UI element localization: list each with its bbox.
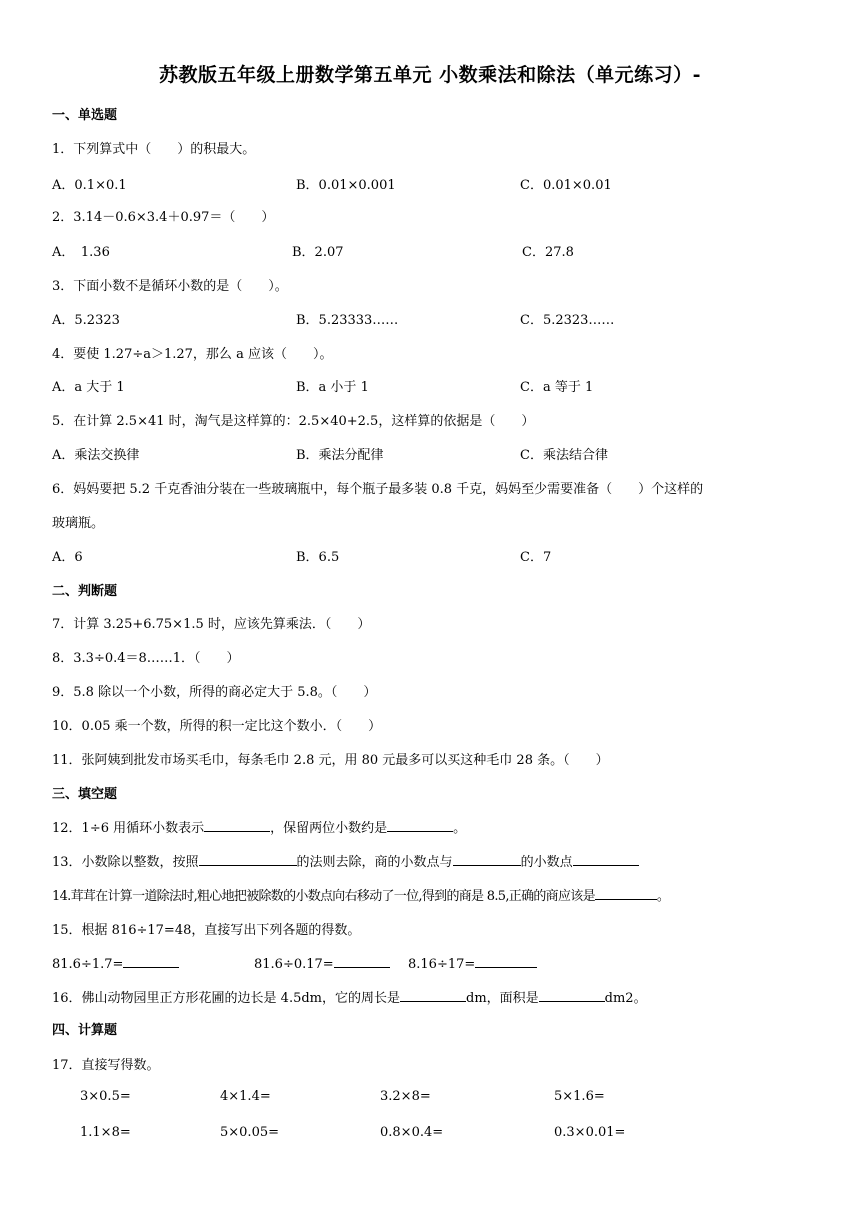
q5-option-c: C．乘法结合律 (520, 448, 608, 463)
q1-option-b: B．0.01×0.001 (296, 178, 396, 193)
q14-text-2: 。 (656, 889, 670, 904)
question-5: 5．在计算 2.5×41 时，淘气是这样算的：2.5×40+2.5，这样算的依据是（ ） (52, 414, 535, 429)
section-heading-calculation: 四、计算题 (52, 1023, 118, 1038)
q13-text-3: 的小数点 (520, 855, 573, 870)
q15-blank-1[interactable] (123, 953, 179, 968)
section-heading-fill-blank: 三、填空题 (52, 787, 118, 802)
q15-blank-2[interactable] (334, 953, 390, 968)
page-title: 苏教版五年级上册数学第五单元 小数乘法和除法（单元练习）- (158, 64, 701, 86)
q13-text-2: 的法则去除，商的小数点与 (296, 855, 453, 870)
question-8: 8．3.3÷0.4＝8……1．（ ） (52, 651, 240, 666)
q6-option-b: B．6.5 (296, 550, 340, 565)
question-6-line-2: 玻璃瓶。 (52, 516, 105, 531)
q16-blank-1[interactable] (400, 987, 466, 1002)
q17-expr-2: 4×1.4= (220, 1089, 271, 1104)
question-17: 17．直接写得数。 (52, 1058, 160, 1073)
section-heading-single-choice: 一、单选题 (52, 108, 118, 123)
q17-expr-6: 5×0.05= (220, 1125, 280, 1140)
question-3: 3．下面小数不是循环小数的是（ ）。 (52, 279, 288, 294)
q12-blank-1[interactable] (204, 817, 270, 832)
question-7: 7．计算 3.25+6.75×1.5 时，应该先算乘法．（ ） (52, 617, 371, 632)
question-4: 4．要使 1.27÷a＞1.27，那么 a 应该（ ）。 (52, 347, 333, 362)
q2-option-c: C．27.8 (522, 245, 574, 260)
q12-blank-2[interactable] (387, 817, 453, 832)
q2-option-a: A． 1.36 (52, 245, 110, 260)
q5-option-b: B．乘法分配律 (296, 448, 384, 463)
q12-text-3: 。 (453, 821, 467, 836)
q17-expr-3: 3.2×8= (380, 1089, 431, 1104)
question-13 (52, 851, 639, 870)
question-16 (52, 987, 647, 1006)
q13-blank-3[interactable] (573, 851, 639, 866)
q17-expr-4: 5×1.6= (554, 1089, 605, 1104)
question-12 (52, 817, 466, 836)
question-2: 2．3.14－0.6×3.4＋0.97＝（ ） (52, 210, 275, 225)
q16-text-3: dm2。 (604, 991, 647, 1006)
q15-expression-3-text: 8.16÷17= (408, 957, 476, 972)
q15-expression-2 (254, 953, 390, 972)
q17-expr-1: 3×0.5= (80, 1089, 131, 1104)
question-11: 11．张阿姨到批发市场买毛巾，每条毛巾 2.8 元，用 80 元最多可以买这种毛巾 28 条。（ ） (52, 753, 609, 768)
q13-blank-2[interactable] (453, 851, 521, 866)
q16-blank-2[interactable] (539, 987, 605, 1002)
question-6-line-1: 6．妈妈要把 5.2 千克香油分装在一些玻璃瓶中，每个瓶子最多装 0.8 千克，妈妈至少需要准备（ ）个这样的 (52, 482, 704, 497)
q1-option-c: C．0.01×0.01 (520, 178, 612, 193)
q3-option-c: C．5.2323…… (520, 313, 615, 328)
q15-expression-3 (408, 953, 537, 972)
q3-option-b: B．5.23333…… (296, 313, 399, 328)
q6-option-c: C．7 (520, 550, 552, 565)
q6-option-a: A．6 (52, 550, 83, 565)
q5-option-a: A．乘法交换律 (52, 448, 140, 463)
q4-option-c: C．a 等于 1 (520, 380, 594, 395)
section-heading-true-false: 二、判断题 (52, 584, 118, 599)
q12-text-1: 12．1÷6 用循环小数表示 (52, 821, 205, 836)
q14-text-1: 14.茸茸在计算一道除法时,粗心地把被除数的小数点向右移动了一位,得到的商是 8.5,正确的商应该是 (52, 889, 595, 904)
q13-text-1: 13．小数除以整数，按照 (52, 855, 199, 870)
q2-option-b: B．2.07 (292, 245, 344, 260)
question-1: 1．下列算式中（ ）的积最大。 (52, 142, 256, 157)
q17-expr-8: 0.3×0.01= (554, 1125, 626, 1140)
q14-blank-1[interactable] (595, 885, 657, 900)
q17-expr-7: 0.8×0.4= (380, 1125, 444, 1140)
q17-expr-5: 1.1×8= (80, 1125, 131, 1140)
q13-blank-1[interactable] (199, 851, 297, 866)
q15-expression-2-text: 81.6÷0.17= (254, 957, 334, 972)
question-14 (52, 885, 669, 904)
q16-text-2: dm，面积是 (466, 991, 539, 1006)
q15-expression-1-text: 81.6÷1.7= (52, 957, 124, 972)
q1-option-a: A．0.1×0.1 (52, 178, 127, 193)
q15-expression-1 (52, 953, 179, 972)
q15-blank-3[interactable] (475, 953, 537, 968)
q3-option-a: A．5.2323 (52, 313, 120, 328)
question-10: 10．0.05 乘一个数，所得的积一定比这个数小．（ ） (52, 719, 382, 734)
question-9: 9．5.8 除以一个小数，所得的商必定大于 5.8。（ ） (52, 685, 377, 700)
q4-option-a: A．a 大于 1 (52, 380, 125, 395)
q12-text-2: ，保留两位小数约是 (270, 821, 388, 836)
q4-option-b: B．a 小于 1 (296, 380, 369, 395)
q16-text-1: 16．佛山动物园里正方形花圃的边长是 4.5dm，它的周长是 (52, 991, 400, 1006)
question-15: 15．根据 816÷17=48，直接写出下列各题的得数。 (52, 923, 361, 938)
